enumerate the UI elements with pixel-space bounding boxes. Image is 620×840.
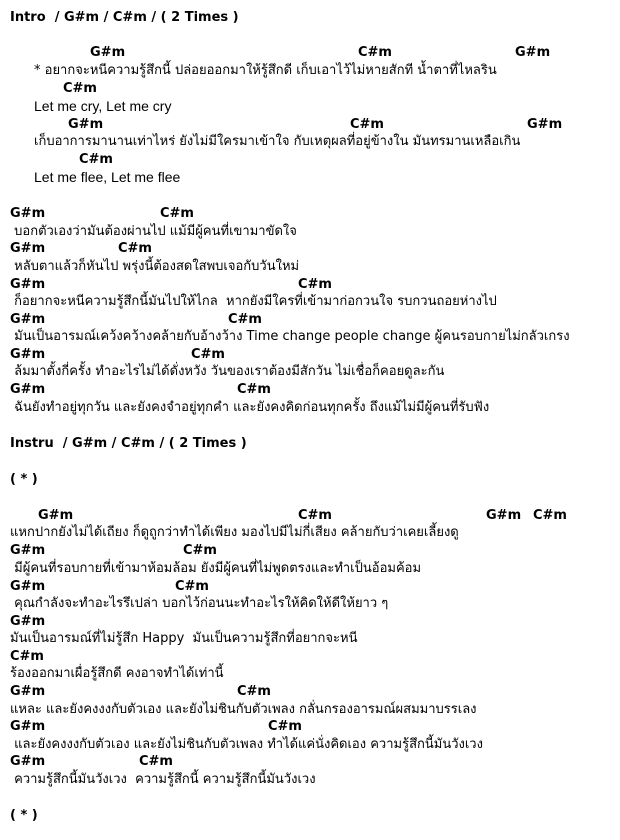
lyric-line: และยังคงงงกับตัวเอง และยังไม่ชินกับตัวเพลง ทำได้แค่นั่งคิดเอง ความรู้สึกนี้มันวังเวง <box>10 737 483 752</box>
chord-c-sharp-minor: C#m <box>118 241 152 256</box>
chord-g-sharp-minor: G#m <box>10 719 46 734</box>
chord-g-sharp-minor: G#m <box>486 508 522 523</box>
chord-c-sharp-minor: C#m <box>268 719 302 734</box>
lyric-line: ร้องออกมาเผื่อรู้สึกดี คงอาจทำได้เท่านี้ <box>10 666 224 681</box>
lyric-line: เก็บอาการมานานเท่าไหร่ ยังไม่มีใครมาเข้าใจ กับเหตุผลที่อยู่ข้างใน มันทรมานเหลือเกิน <box>34 134 521 149</box>
repeat-chorus-marker: ( * ) <box>10 472 38 487</box>
chord-g-sharp-minor: G#m <box>10 382 46 397</box>
chord-g-sharp-minor: G#m <box>10 312 46 327</box>
chord-g-sharp-minor: G#m <box>10 754 46 769</box>
chord-g-sharp-minor: G#m <box>10 614 46 629</box>
chord-c-sharp-minor: C#m <box>298 508 332 523</box>
chord-g-sharp-minor: G#m <box>10 347 46 362</box>
chord-g-sharp-minor: G#m <box>10 241 46 256</box>
chord-c-sharp-minor: C#m <box>358 45 392 60</box>
chord-c-sharp-minor: C#m <box>237 382 271 397</box>
chord-c-sharp-minor: C#m <box>139 754 173 769</box>
lyric-line: ล้มมาตั้งกี่ครั้ง ทำอะไรไม่ได้ดั่งหวัง วันของเราต้องมีสักวัน ไม่เชื่อก็คอยดูละกัน <box>10 364 445 379</box>
chord-c-sharp-minor: C#m <box>160 206 194 221</box>
chord-c-sharp-minor: C#m <box>191 347 225 362</box>
chord-c-sharp-minor: C#m <box>533 508 567 523</box>
repeat-chorus-marker: ( * ) <box>10 808 38 823</box>
chord-c-sharp-minor: C#m <box>183 543 217 558</box>
chord-g-sharp-minor: G#m <box>68 117 104 132</box>
chord-c-sharp-minor: C#m <box>298 277 332 292</box>
lyric-line: หลับตาแล้วก็หันไป พรุ่งนี้ต้องสดใสพบเจอกับวันใหม่ <box>10 259 300 274</box>
lyric-line: มันเป็นอารมณ์เคว้งคว้างคล้ายกับอ้างว้าง Time change people change ผู้คนรอบกายไม่กลัวเกรง <box>10 329 570 344</box>
chord-c-sharp-minor: C#m <box>79 152 113 167</box>
lyric-line: Let me flee, Let me flee <box>34 169 181 185</box>
chord-g-sharp-minor: G#m <box>10 206 46 221</box>
lyric-line: บอกตัวเองว่ามันต้องผ่านไป แม้มีผู้คนที่เขามาขัดใจ <box>10 224 297 239</box>
chord-g-sharp-minor: G#m <box>10 579 46 594</box>
lyric-line: แหละ และยังคงงงกับตัวเอง และยังไม่ชินกับตัวเพลง กลั่นกรองอารมณ์ผสมมาบรรเลง <box>10 702 477 717</box>
chord-g-sharp-minor: G#m <box>90 45 126 60</box>
lyric-line: คุณกำลังจะทำอะไรรึเปล่า บอกไว้ก่อนนะทำอะไรให้คิดให้ดีให้ยาว ๆ <box>10 596 389 611</box>
instru-heading: Instru / G#m / C#m / ( 2 Times ) <box>10 436 247 451</box>
lyric-line: มีผู้คนที่รอบกายที่เข้ามาห้อมล้อม ยังมีผู้คนที่ไม่พูดตรงและทำเป็นอ้อมค้อม <box>10 561 422 576</box>
chord-c-sharp-minor: C#m <box>350 117 384 132</box>
chord-c-sharp-minor: C#m <box>237 684 271 699</box>
lyric-line: Let me cry, Let me cry <box>34 98 172 114</box>
chord-g-sharp-minor: G#m <box>10 543 46 558</box>
lyric-line: แหกปากยังไม่ได้เถียง ก็ดูถูกว่าทำได้เพียง มองไปมีไม่กี่เสียง คล้ายกับว่าเคยเลี้ยงดู <box>10 525 459 540</box>
chord-g-sharp-minor: G#m <box>527 117 563 132</box>
lyric-line: ฉันยังทำอยู่ทุกวัน และยังคงจำอยู่ทุกคำ และยังคงคิดก่อนทุกครั้ง ถึงแม้ไม่มีผู้คนที่รับฟัง <box>10 400 490 415</box>
chord-g-sharp-minor: G#m <box>10 277 46 292</box>
chord-c-sharp-minor: C#m <box>175 579 209 594</box>
intro-heading: Intro / G#m / C#m / ( 2 Times ) <box>10 10 239 25</box>
chord-g-sharp-minor: G#m <box>515 45 551 60</box>
lyric-line: ความรู้สึกนี้มันวังเวง ความรู้สึกนี้ ความรู้สึกนี้มันวังเวง <box>10 772 316 787</box>
chord-g-sharp-minor: G#m <box>10 684 46 699</box>
lyric-line: * อยากจะหนีความรู้สึกนี้ ปล่อยออกมาให้รู้สึกดี เก็บเอาไว้ไม่หายสักที น้ำตาที่ไหลริน <box>34 63 497 78</box>
lyric-line: มันเป็นอารมณ์ที่ไม่รู้สึก Happy มันเป็นความรู้สึกที่อยากจะหนี <box>10 631 358 646</box>
lyric-line: ก็อยากจะหนีความรู้สึกนี้มันไปให้ไกล หากยังมีใครที่เข้ามาก่อกวนใจ รบกวนถอยห่างไป <box>10 294 497 309</box>
chord-c-sharp-minor: C#m <box>10 649 44 664</box>
chord-g-sharp-minor: G#m <box>38 508 74 523</box>
chord-c-sharp-minor: C#m <box>63 81 97 96</box>
chord-c-sharp-minor: C#m <box>228 312 262 327</box>
